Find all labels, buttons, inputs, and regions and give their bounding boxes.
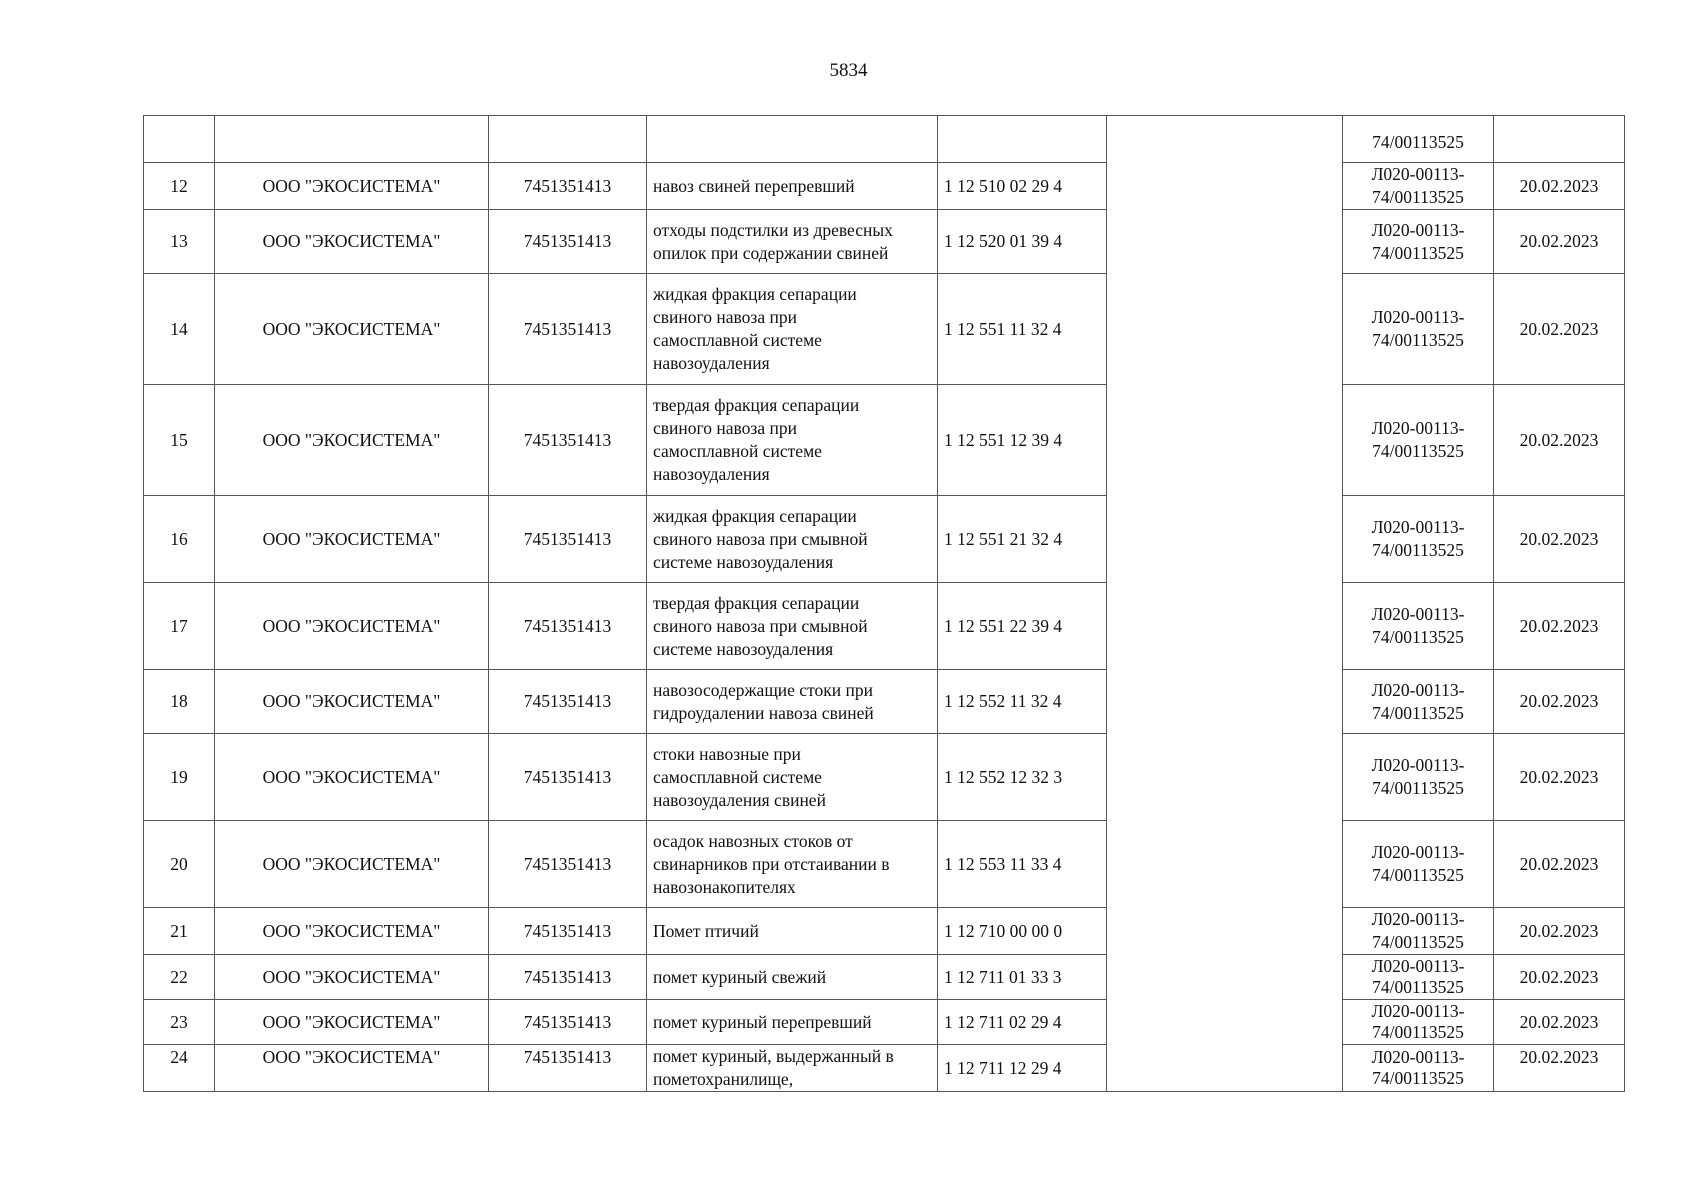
- cell-date: 20.02.2023: [1494, 274, 1625, 385]
- cell-org: ООО "ЭКОСИСТЕМА": [215, 210, 489, 274]
- cell-fkko-code: 1 12 551 12 39 4: [938, 385, 1107, 496]
- waste-name-line: помет куриный, выдержанный в: [653, 1046, 894, 1066]
- waste-name-line: системе навозоудаления: [653, 551, 834, 572]
- license-line: 74/00113525: [1372, 977, 1464, 997]
- cell-date: 20.02.2023: [1494, 385, 1625, 496]
- waste-name-line: навозонакопителях: [653, 876, 796, 897]
- cell-inn: [489, 116, 647, 163]
- cell-org: ООО "ЭКОСИСТЕМА": [215, 274, 489, 385]
- waste-name-line: навоз свиней перепревший: [653, 175, 855, 196]
- license-line: Л020-00113-: [1371, 755, 1465, 775]
- license-line: 74/00113525: [1372, 1068, 1464, 1088]
- cell-num: 13: [144, 210, 215, 274]
- cell-waste-name: [647, 163, 938, 210]
- license-line: 74/00113525: [1372, 865, 1464, 885]
- cell-org: ООО "ЭКОСИСТЕМА": [215, 163, 489, 210]
- cell-org: ООО "ЭКОСИСТЕМА": [215, 955, 489, 1000]
- license-line: 74/00113525: [1372, 627, 1464, 647]
- page-number: 5834: [829, 60, 868, 81]
- table-row: [144, 821, 1625, 908]
- cell-license: [1343, 583, 1494, 670]
- license-line: Л020-00113-: [1371, 418, 1465, 438]
- table-row: [144, 385, 1625, 496]
- cell-license: [1343, 385, 1494, 496]
- waste-name-line: свиного навоза при: [653, 307, 797, 327]
- waste-name-line: опилок при содержании свиней: [653, 242, 889, 263]
- table-row: [144, 1045, 1625, 1092]
- cell-date: 20.02.2023: [1494, 496, 1625, 583]
- waste-name-line: стоки навозные при: [653, 743, 801, 764]
- cell-fkko-code: 1 12 711 12 29 4: [938, 1045, 1107, 1092]
- table-row: [144, 274, 1625, 385]
- waste-name-line: Помет птичий: [653, 920, 759, 941]
- license-line: Л020-00113-: [1371, 517, 1465, 537]
- license-line: 74/00113525: [1372, 187, 1464, 207]
- cell-waste-name: [647, 116, 938, 163]
- waste-name-line: системе навозоудаления: [653, 638, 834, 659]
- cell-fkko-code: 1 12 553 11 33 4: [938, 821, 1107, 908]
- table-row: [144, 955, 1625, 1000]
- cell-waste-name: [647, 955, 938, 1000]
- cell-org: ООО "ЭКОСИСТЕМА": [215, 670, 489, 734]
- license-line: 74/00113525: [1372, 242, 1464, 263]
- table-row: [144, 908, 1625, 955]
- cell-license: [1343, 210, 1494, 274]
- cell-org: ООО "ЭКОСИСТЕМА": [215, 583, 489, 670]
- waste-name-line: жидкая фракция сепарации: [653, 284, 857, 304]
- cell-license: [1343, 1000, 1494, 1045]
- license-line: 74/00113525: [1372, 778, 1464, 798]
- cell-fkko-code: [938, 116, 1107, 163]
- cell-org: ООО "ЭКОСИСТЕМА": [215, 1000, 489, 1045]
- cell-date: 20.02.2023: [1494, 734, 1625, 821]
- cell-fkko-code: 1 12 552 11 32 4: [938, 670, 1107, 734]
- waste-name-line: твердая фракция сепарации: [653, 395, 860, 415]
- license-line: Л020-00113-: [1371, 1001, 1465, 1021]
- cell-fkko-code: 1 12 711 02 29 4: [938, 1000, 1107, 1045]
- cell-waste-name: [647, 385, 938, 496]
- cell-waste-name: [647, 734, 938, 821]
- cell-num: 12: [144, 163, 215, 210]
- cell-waste-name: [647, 908, 938, 955]
- cell-inn: 7451351413: [489, 1000, 647, 1045]
- cell-waste-name: [647, 496, 938, 583]
- cell-waste-name: [647, 1000, 938, 1045]
- waste-name-line: твердая фракция сепарации: [653, 592, 860, 613]
- cell-inn: 7451351413: [489, 734, 647, 821]
- cell-waste-name: [647, 1045, 938, 1092]
- license-line: Л020-00113-: [1371, 909, 1465, 929]
- cell-inn: 7451351413: [489, 670, 647, 734]
- continuation-row: [144, 116, 1625, 163]
- cell-inn: 7451351413: [489, 821, 647, 908]
- cell-license: [1343, 1045, 1494, 1092]
- cell-fkko-code: 1 12 510 02 29 4: [938, 163, 1107, 210]
- cell-waste-name: [647, 210, 938, 274]
- cell-org: ООО "ЭКОСИСТЕМА": [215, 908, 489, 955]
- table-row: [144, 1000, 1625, 1045]
- cell-inn: 7451351413: [489, 163, 647, 210]
- license-line: Л020-00113-: [1371, 1047, 1465, 1067]
- cell-inn: 7451351413: [489, 955, 647, 1000]
- cell-org: ООО "ЭКОСИСТЕМА": [215, 496, 489, 583]
- cell-waste-name: [647, 821, 938, 908]
- table-row: [144, 670, 1625, 734]
- table-row: [144, 496, 1625, 583]
- cell-inn: 7451351413: [489, 385, 647, 496]
- cell-waste-name: [647, 670, 938, 734]
- waste-name-line: пометохранилище,: [653, 1069, 794, 1089]
- cell-date: 20.02.2023: [1494, 821, 1625, 908]
- cell-org: ООО "ЭКОСИСТЕМА": [215, 821, 489, 908]
- cell-fkko-code: 1 12 551 21 32 4: [938, 496, 1107, 583]
- cell-org: ООО "ЭКОСИСТЕМА": [215, 734, 489, 821]
- cell-num: 17: [144, 583, 215, 670]
- cell-org: [215, 116, 489, 163]
- cell-inn: 7451351413: [489, 210, 647, 274]
- cell-license: 74/00113525: [1343, 116, 1494, 163]
- waste-name-line: навозоудаления: [653, 464, 770, 484]
- waste-name-line: навозосодержащие стоки при: [653, 679, 873, 700]
- license-line: Л020-00113-: [1371, 956, 1465, 976]
- license-line: Л020-00113-: [1371, 679, 1465, 700]
- waste-name-line: свиного навоза при: [653, 418, 797, 438]
- waste-name-line: гидроудалении навоза свиней: [653, 702, 874, 723]
- license-line: 74/00113525: [1372, 540, 1464, 560]
- cell-date: [1494, 116, 1625, 163]
- cell-num: 21: [144, 908, 215, 955]
- cell-license: [1343, 908, 1494, 955]
- cell-num: 16: [144, 496, 215, 583]
- cell-license: [1343, 821, 1494, 908]
- license-line: 74/00113525: [1372, 932, 1464, 952]
- cell-num: 19: [144, 734, 215, 821]
- cell-inn: 7451351413: [489, 583, 647, 670]
- cell-fkko-code: 1 12 520 01 39 4: [938, 210, 1107, 274]
- cell-num: 18: [144, 670, 215, 734]
- cell-date: 20.02.2023: [1494, 1000, 1625, 1045]
- cell-fkko-code: 1 12 710 00 00 0: [938, 908, 1107, 955]
- table-row: [144, 210, 1625, 274]
- cell-waste-name: [647, 583, 938, 670]
- cell-inn: 7451351413: [489, 1045, 647, 1092]
- cell-org: ООО "ЭКОСИСТЕМА": [215, 1045, 489, 1092]
- table-row: [144, 583, 1625, 670]
- cell-date: 20.02.2023: [1494, 670, 1625, 734]
- cell-empty-merged: [1107, 116, 1343, 1092]
- waste-name-line: помет куриный перепревший: [653, 1011, 872, 1032]
- license-line: Л020-00113-: [1371, 604, 1465, 624]
- cell-num: 20: [144, 821, 215, 908]
- waste-name-line: самосплавной системе: [653, 441, 822, 461]
- cell-inn: 7451351413: [489, 908, 647, 955]
- cell-license: [1343, 670, 1494, 734]
- cell-date: 20.02.2023: [1494, 583, 1625, 670]
- cell-date: 20.02.2023: [1494, 210, 1625, 274]
- cell-date: 20.02.2023: [1494, 1045, 1625, 1092]
- waste-name-line: жидкая фракция сепарации: [653, 505, 857, 526]
- license-line: 74/00113525: [1372, 702, 1464, 723]
- license-line: 74/00113525: [1372, 330, 1464, 350]
- table-row: [144, 163, 1625, 210]
- license-line: Л020-00113-: [1371, 842, 1465, 862]
- cell-date: 20.02.2023: [1494, 955, 1625, 1000]
- cell-fkko-code: 1 12 551 22 39 4: [938, 583, 1107, 670]
- cell-license: [1343, 734, 1494, 821]
- cell-num: 15: [144, 385, 215, 496]
- cell-license: [1343, 163, 1494, 210]
- cell-inn: 7451351413: [489, 274, 647, 385]
- waste-name-line: осадок навозных стоков от: [653, 830, 853, 851]
- cell-waste-name: [647, 274, 938, 385]
- waste-name-line: самосплавной системе: [653, 766, 822, 787]
- waste-name-line: свиного навоза при смывной: [653, 615, 868, 636]
- table-row: [144, 734, 1625, 821]
- license-line: Л020-00113-: [1371, 219, 1465, 240]
- cell-inn: 7451351413: [489, 496, 647, 583]
- cell-license: [1343, 955, 1494, 1000]
- waste-name-line: свинарников при отстаивании в: [653, 853, 890, 874]
- cell-date: 20.02.2023: [1494, 163, 1625, 210]
- cell-fkko-code: 1 12 711 01 33 3: [938, 955, 1107, 1000]
- license-line: Л020-00113-: [1371, 307, 1465, 327]
- waste-name-line: самосплавной системе: [653, 330, 822, 350]
- table-body: [144, 116, 1625, 1092]
- cell-num: 23: [144, 1000, 215, 1045]
- cell-license: [1343, 274, 1494, 385]
- waste-name-line: помет куриный свежий: [653, 966, 827, 987]
- cell-org: ООО "ЭКОСИСТЕМА": [215, 385, 489, 496]
- waste-registry-table: [143, 115, 1625, 1092]
- cell-date: 20.02.2023: [1494, 908, 1625, 955]
- cell-fkko-code: 1 12 552 12 32 3: [938, 734, 1107, 821]
- license-line: 74/00113525: [1372, 441, 1464, 461]
- license-line: 74/00113525: [1372, 1022, 1464, 1042]
- cell-num: 22: [144, 955, 215, 1000]
- waste-name-line: навозоудаления: [653, 353, 770, 373]
- license-line: Л020-00113-: [1371, 164, 1465, 184]
- cell-fkko-code: 1 12 551 11 32 4: [938, 274, 1107, 385]
- waste-name-line: навозоудаления свиней: [653, 789, 826, 810]
- cell-num: 24: [144, 1045, 215, 1092]
- cell-license: [1343, 496, 1494, 583]
- cell-num: [144, 116, 215, 163]
- waste-name-line: отходы подстилки из древесных: [653, 219, 893, 240]
- waste-name-line: свиного навоза при смывной: [653, 528, 868, 549]
- cell-num: 14: [144, 274, 215, 385]
